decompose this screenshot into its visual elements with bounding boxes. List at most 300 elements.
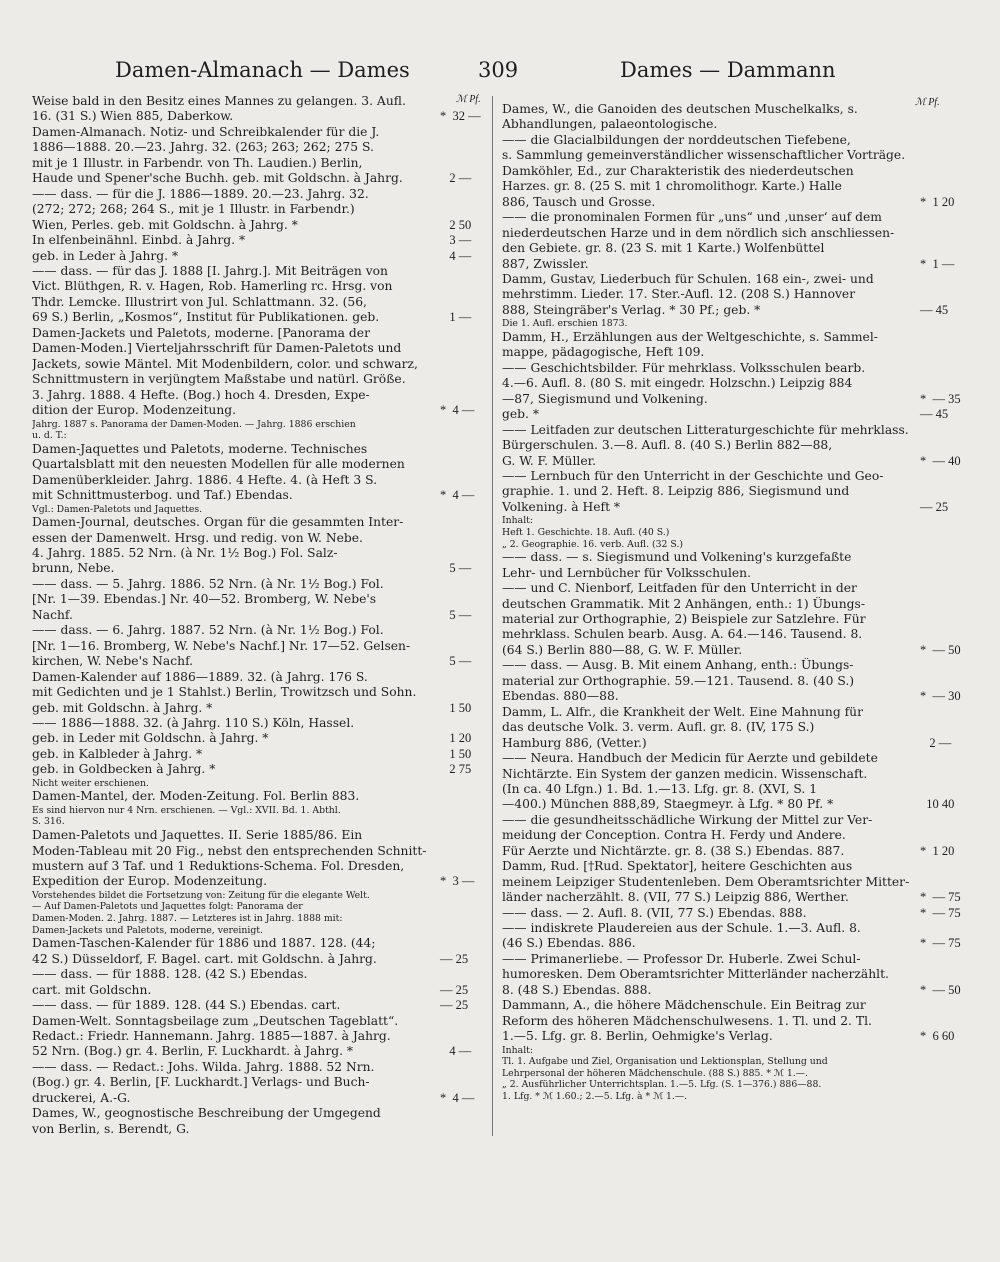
entry-text: niederdeutschen Harze und in dem nördlich sich anschliessen- [502, 225, 895, 240]
entry-text: cart. mit Goldschn. [32, 982, 152, 997]
entry-text: mit Schnittmusterbog. und Taf.) Ebendas. [32, 488, 293, 503]
entry-text: Damen-Jackets und Paletots, moderne. [Panorama der [32, 325, 370, 340]
right-running-head: Dames — Dammann [620, 58, 836, 82]
entry-price: * — 50 [920, 982, 961, 997]
entry-line [32, 789, 488, 804]
entry-text: 3. Jahrg. 1888. 4 Hefte. (Bog.) hoch 4. Dresden, Expe- [32, 387, 370, 402]
entry-text: mustern auf 3 Taf. und 1 Reduktions-Schema. Fol. Dresden, [32, 858, 405, 873]
entry-price: — 45 [920, 407, 949, 422]
entry-text: G. W. F. Müller. [502, 453, 597, 468]
entry-text: deutschen Grammatik. Mit 2 Anhängen, enth.: 1) Übungs- [502, 596, 865, 611]
entry-text: Wien, Perles. geb. mit Goldschn. à Jahrg. * [32, 217, 298, 232]
entry-text: material zur Orthographie, 2) Beispiele zur Satzlehre. Für [502, 611, 866, 626]
entry-line [32, 140, 488, 155]
entry-text: Damen-Jaquettes und Paletots, moderne. Technisches [32, 441, 368, 456]
entry-text: Damen-Mantel, der. Moden-Zeitung. Fol. Berlin 883. [32, 789, 360, 804]
entry-text: [Nr. 1—16. Bromberg, W. Nebe's Nachf.] Nr. 17—52. Gelsen- [32, 638, 411, 653]
entry-text: druckerei, A.-G. [32, 1090, 131, 1105]
entry-note: u. d. T.: [32, 430, 67, 442]
entry-text: 1886—1888. 20.—23. Jahrg. 32. (263; 263; 262; 275 S. [32, 140, 374, 155]
entry-text: —87, Siegismund und Volkening. [502, 391, 708, 406]
entry-line [502, 438, 968, 453]
entry-text: Bürgerschulen. 3.—8. Aufl. 8. (40 S.) Berlin 882—88, [502, 438, 833, 453]
entry-line [32, 473, 488, 488]
entry-note: Heft 1. Geschichte. 18. Aufl. (40 S.) [502, 526, 670, 538]
entry-line [502, 658, 968, 673]
entry-note: Vgl.: Damen-Paletots und Jaquettes. [32, 503, 203, 515]
entry-text: geb. in Leder mit Goldschn. à Jahrg. * [32, 731, 269, 746]
entry-text: kirchen, W. Nebe's Nachf. [32, 654, 194, 669]
right-currency-heading: ℳ Pf. [915, 97, 940, 108]
entry-price: * — 75 [920, 905, 961, 920]
entry-line [32, 171, 488, 186]
column-divider [492, 96, 493, 1136]
entry-line [32, 249, 488, 264]
entry-line [32, 685, 488, 700]
entry-price: * — 50 [920, 642, 961, 657]
entry-line [32, 828, 488, 843]
entry-text: Thdr. Lemcke. Illustrirt von Jul. Schlattmann. 32. (56, [32, 294, 367, 309]
entry-text: geb. in Goldbecken à Jahrg. * [32, 762, 216, 777]
entry-line [502, 423, 968, 438]
entry-note: 1. Lfg. * ℳ 1.60.; 2.—5. Lfg. à * ℳ 1.—. [502, 1091, 688, 1103]
entry-text: Damköhler, Ed., zur Charakteristik des niederdeutschen [502, 163, 854, 178]
entry-line [502, 674, 968, 689]
entry-line [32, 639, 488, 654]
entry-text: Damen-Journal, deutsches. Organ für die gesammten Inter- [32, 515, 404, 530]
page-number: 309 [478, 58, 519, 82]
entry-text: —— dass. — Redact.: Johs. Wilda. Jahrg. 1888. 52 Nrn. [32, 1059, 375, 1074]
entry-price: — 45 [920, 302, 949, 317]
entry-line [502, 287, 968, 302]
entry-text: Damen-Moden.] Vierteljahrsschrift für Damen-Paletots und [32, 341, 402, 356]
entry-line [32, 623, 488, 638]
entry-line [32, 202, 488, 217]
entry-line [502, 117, 968, 132]
entry-price: 3 — [440, 233, 472, 248]
entry-line [502, 875, 968, 890]
entry-line [32, 515, 488, 530]
entry-line [502, 1014, 968, 1029]
entry-text: Expedition der Europ. Modenzeitung. [32, 874, 268, 889]
entry-text: meidung der Conception. Contra H. Ferdy und Andere. [502, 828, 846, 843]
entry-line [32, 546, 488, 561]
entry-text: [Nr. 1—39. Ebendas.] Nr. 40—52. Bromberg, W. Nebe's [32, 592, 377, 607]
entry-text: Damm, Gustav, Liederbuch für Schulen. 168 ein-, zwei- und [502, 271, 874, 286]
entry-text: Damm, H., Erzählungen aus der Weltgeschichte, s. Sammel- [502, 329, 878, 344]
entry-text: —— 1886—1888. 32. (à Jahrg. 110 S.) Köln, Hassel. [32, 716, 355, 730]
entry-text: Für Aerzte und Nichtärzte. gr. 8. (38 S.) Ebendas. 887. [502, 843, 845, 858]
entry-text: Volkening. à Heft * [502, 499, 621, 514]
entry-text: 4. Jahrg. 1885. 52 Nrn. (à Nr. 1½ Bog.) Fol. Salz- [32, 546, 338, 561]
entry-line [502, 627, 968, 642]
entry-text: (Bog.) gr. 4. Berlin, [F. Luckhardt.] Verlags- und Buch- [32, 1075, 370, 1090]
entry-line [502, 361, 968, 376]
entry-note: Lehrpersonal der höheren Mädchenschule. (88 S.) 885. * ℳ 1.—. [502, 1067, 808, 1079]
left-currency-heading: ℳ Pf. [456, 94, 481, 105]
entry-price: 5 — [440, 561, 472, 576]
entry-text: Abhandlungen, palaeontologische. [502, 117, 718, 132]
entry-line [502, 782, 968, 797]
entry-price: * — 75 [920, 936, 961, 951]
entry-price: * 4 — [440, 488, 475, 503]
entry-price: * 4 — [440, 1090, 475, 1105]
entry-line [502, 102, 968, 117]
entry-price: 4 — [440, 248, 472, 263]
entry-line [32, 762, 488, 777]
left-column [32, 94, 488, 1137]
entry-line [502, 967, 968, 982]
entry-text: (46 S.) Ebendas. 886. [502, 936, 636, 951]
entry-text: meinem Leipziger Studentenleben. Dem Oberamtsrichter Mitter- [502, 874, 910, 889]
entry-line [32, 747, 488, 762]
entry-price: 1 — [440, 310, 472, 325]
entry-line [32, 1044, 488, 1059]
entry-line [32, 156, 488, 171]
entry-line [32, 388, 488, 403]
entry-text: Dames, W., die Ganoiden des deutschen Muschelkalks, s. [502, 102, 858, 116]
entry-text: —— und C. Nienborf, Leitfaden für den Unterricht in der [502, 581, 857, 596]
entry-line [502, 767, 968, 782]
entry-line [502, 643, 968, 658]
entry-line [502, 936, 968, 951]
entry-text: humoresken. Dem Oberamtsrichter Mitterländer nacherzählt. [502, 967, 889, 982]
entry-text: Quartalsblatt mit den neuesten Modellen für alle modernen [32, 457, 405, 472]
entry-text: essen der Damenwelt. Hrsg. und redig. von W. Nebe. [32, 530, 363, 545]
entry-note: „ 2. Geographie. 16. verb. Aufl. (32 S.) [502, 538, 684, 550]
entry-note: Vorstehendes bildet die Fortsetzung von: Zeitung für die elegante Welt. [32, 889, 370, 901]
entry-price: — 25 [440, 998, 469, 1013]
entry-text: mit je 1 Illustr. in Farbendr. von Th. Laudien.) Berlin, [32, 155, 363, 170]
entry-line [32, 326, 488, 341]
entry-text: Damen-Almanach. Notiz- und Schreibkalender für die J. [32, 124, 380, 139]
entry-line [32, 1106, 488, 1121]
entry-line [32, 844, 488, 859]
entry-text: geb. * [502, 407, 539, 422]
entry-text: —— indiskrete Plaudereien aus der Schule. 1.—3. Aufl. 8. [502, 921, 861, 936]
entry-text: Damen-Kalender auf 1886—1889. 32. (à Jahrg. 176 S. [32, 669, 368, 684]
entry-price: * — 75 [920, 890, 961, 905]
entry-line [502, 797, 968, 812]
entry-text: den Gebiete. gr. 8. (23 S. mit 1 Karte.) Wolfenbüttel [502, 241, 825, 256]
entry-text: Moden-Tableau mit 20 Fig., nebst den entsprechenden Schnitt- [32, 843, 427, 858]
entry-line [502, 376, 968, 391]
entry-line [502, 303, 968, 318]
entry-line [502, 550, 968, 565]
entry-text: —— die gesundheitsschädliche Wirkung der Mittel zur Ver- [502, 812, 873, 827]
entry-line [502, 952, 968, 967]
entry-line [502, 500, 968, 515]
entry-price: * — 35 [920, 391, 961, 406]
entry-text: 4.—6. Aufl. 8. (80 S. mit eingedr. Holzschn.) Leipzig 884 [502, 376, 853, 391]
entry-text: Reform des höheren Mädchenschulwesens. 1. Tl. und 2. Tl. [502, 1013, 872, 1028]
entry-line [502, 581, 968, 596]
entry-price: 2 50 [440, 217, 472, 232]
entry-line [502, 1029, 968, 1044]
entry-text: dition der Europ. Modenzeitung. [32, 403, 237, 418]
entry-line [502, 921, 968, 936]
entry-text: brunn, Nebe. [32, 561, 115, 576]
entry-line [32, 295, 488, 310]
entry-line [32, 670, 488, 685]
entry-text: —— dass. — für 1889. 128. (44 S.) Ebendas. cart. [32, 998, 341, 1013]
entry-text: —— dass. — 6. Jahrg. 1887. 52 Nrn. (à Nr. 1½ Bog.) Fol. [32, 623, 384, 638]
entry-line [32, 357, 488, 372]
entry-text: 42 S.) Düsseldorf, F. Bagel. cart. mit Goldschn. à Jahrg. [32, 951, 377, 966]
entry-text: das deutsche Volk. 3. verm. Aufl. gr. 8. (IV, 175 S.) [502, 720, 815, 735]
entry-price: — 25 [920, 499, 949, 514]
entry-line [502, 272, 968, 287]
entry-price: 10 40 [920, 797, 955, 812]
entry-text: 888, Steingräber's Verlag. * 30 Pf.; geb. * [502, 302, 761, 317]
entry-line [502, 257, 968, 272]
entry-text: —— Geschichtsbilder. Für mehrklass. Volksschulen bearb. [502, 360, 866, 375]
entry-line [502, 345, 968, 360]
entry-text: länder nacherzählt. 8. (VII, 77 S.) Leipzig 886, Werther. [502, 890, 849, 905]
entry-price: 2 75 [440, 762, 472, 777]
entry-note: „ 2. Ausführlicher Unterrichtsplan. 1.—5. Lfg. (S. 1—376.) 886—88. [502, 1079, 822, 1091]
entry-line [502, 983, 968, 998]
entry-line [32, 1122, 488, 1137]
entry-text: —— dass. — für das J. 1888 [I. Jahrg.]. Mit Beiträgen von [32, 263, 388, 278]
entry-text: von Berlin, s. Berendt, G. [32, 1121, 190, 1136]
entry-text: —— Lernbuch für den Unterricht in der Geschichte und Geo- [502, 469, 884, 484]
right-column [502, 102, 968, 1103]
entry-line [32, 998, 488, 1013]
entry-text: (64 S.) Berlin 880—88, G. W. F. Müller. [502, 642, 743, 657]
entry-text: —— dass. — 5. Jahrg. 1886. 52 Nrn. (à Nr. 1½ Bog.) Fol. [32, 576, 384, 591]
entry-line [502, 998, 968, 1013]
entry-price: — 25 [440, 951, 469, 966]
entry-line [32, 1014, 488, 1029]
entry-line [502, 890, 968, 905]
entry-line [32, 967, 488, 982]
entry-price: * 3 — [440, 874, 475, 889]
left-running-head: Damen-Almanach — Dames [115, 58, 410, 82]
entry-line [502, 612, 968, 627]
entry-text: Harzes. gr. 8. (25 S. mit 1 chromolithogr. Karte.) Halle [502, 179, 842, 194]
entry-line [502, 164, 968, 179]
entry-text: Damm, L. Alfr., die Krankheit der Welt. Eine Mahnung für [502, 704, 863, 719]
entry-text: 886, Tausch und Grosse. [502, 194, 656, 209]
entry-line [502, 813, 968, 828]
entry-line [32, 1091, 488, 1106]
entry-text: s. Sammlung gemeinverständlicher wissenschaftlicher Vorträge. [502, 148, 906, 163]
entry-line [502, 454, 968, 469]
entry-line [502, 133, 968, 148]
entry-line [502, 392, 968, 407]
entry-price: 1 50 [440, 746, 472, 761]
entry-price: * — 40 [920, 453, 961, 468]
entry-text: (In ca. 40 Lfgn.) 1. Bd. 1.—13. Lfg. gr. 8. (XVI, S. 1 [502, 781, 818, 796]
entry-line [32, 442, 488, 457]
entry-line [32, 125, 488, 140]
entry-text: Haude und Spener'sche Buchh. geb. mit Goldschn. à Jahrg. [32, 171, 403, 186]
entry-line [502, 689, 968, 704]
entry-price: — 25 [440, 982, 469, 997]
entry-text: mehrstimm. Lieder. 17. Ster.-Aufl. 12. (208 S.) Hannover [502, 287, 856, 302]
entry-text: 52 Nrn. (Bog.) gr. 4. Berlin, F. Luckhardt. à Jahrg. * [32, 1044, 354, 1059]
entry-line [32, 859, 488, 874]
entry-line [502, 407, 968, 422]
entry-price: * — 30 [920, 689, 961, 704]
entry-price: 4 — [440, 1044, 472, 1059]
entry-line [502, 484, 968, 499]
entry-line [32, 457, 488, 472]
entry-line [32, 1075, 488, 1090]
entry-text: Weise bald in den Besitz eines Mannes zu gelangen. 3. Aufl. [32, 94, 406, 108]
entry-line [32, 1029, 488, 1044]
entry-text: —— Leitfaden zur deutschen Litteraturgeschichte für mehrklass. [502, 422, 909, 437]
entry-text: —— dass. — Ausg. B. Mit einem Anhang, enth.: Übungs- [502, 658, 854, 673]
entry-line [32, 310, 488, 325]
entry-line [32, 109, 488, 124]
entry-text: Hamburg 886, (Vetter.) [502, 735, 647, 750]
entry-text: 16. (31 S.) Wien 885, Daberkow. [32, 109, 234, 124]
entry-text: —— Primanerliebe. — Professor Dr. Huberle. Zwei Schul- [502, 951, 861, 966]
entry-line [32, 874, 488, 889]
entry-text: —— die Glacialbildungen der norddeutschen Tiefebene, [502, 132, 851, 147]
entry-price: 5 — [440, 607, 472, 622]
entry-note: — Auf Damen-Paletots und Jaquettes folgt: Panorama der [32, 901, 303, 913]
entry-line [32, 187, 488, 202]
entry-line [32, 264, 488, 279]
entry-text: Vict. Blüthgen, R. v. Hagen, Rob. Hamerling rc. Hrsg. von [32, 279, 393, 294]
entry-line [502, 469, 968, 484]
entry-text: —— die pronominalen Formen für „uns“ und ‚unser‘ auf dem [502, 210, 882, 225]
entry-text: mappe, pädagogische, Heft 109. [502, 345, 705, 360]
entry-line [502, 751, 968, 766]
entry-text: In elfenbeinähnl. Einbd. à Jahrg. * [32, 233, 246, 248]
entry-line [32, 952, 488, 967]
entry-line [32, 561, 488, 576]
entry-note: Nicht weiter erschienen. [32, 777, 149, 789]
entry-line [502, 906, 968, 921]
entry-note: Es sind hiervon nur 4 Nrn. erschienen. — Vgl.: XVII. Bd. 1. Abthl. [32, 804, 341, 816]
entry-text: geb. in Kalbleder à Jahrg. * [32, 746, 203, 761]
entry-note: Die 1. Aufl. erschien 1873. [502, 318, 628, 330]
entry-line [502, 226, 968, 241]
entry-text: —400.) München 888,89, Staegmeyr. à Lfg. * 80 Pf. * [502, 797, 834, 812]
entry-price: 1 50 [440, 700, 472, 715]
entry-price: 2 — [920, 735, 952, 750]
entry-text: Schnittmustern in verjüngtem Maßstabe und natürl. Größe. [32, 372, 406, 387]
entry-line [32, 488, 488, 503]
entry-line [32, 218, 488, 233]
entry-note: Damen-Jackets und Paletots, moderne, vereinigt. [32, 924, 263, 936]
entry-line [32, 341, 488, 356]
entry-line [32, 608, 488, 623]
entry-text: mehrklass. Schulen bearb. Ausg. A. 64.—146. Tausend. 8. [502, 627, 863, 642]
entry-price: * 1 — [920, 256, 955, 271]
entry-note: S. 316. [32, 816, 65, 828]
entry-price: * 32 — [440, 109, 481, 124]
entry-line [32, 1060, 488, 1075]
entry-price: * 1 20 [920, 843, 955, 858]
entry-text: graphie. 1. und 2. Heft. 8. Leipzig 886, Siegismund und [502, 484, 850, 499]
entry-line [32, 279, 488, 294]
entry-note: Inhalt: [502, 515, 534, 527]
entry-price: * 1 20 [920, 194, 955, 209]
entry-note: Inhalt: [502, 1044, 534, 1056]
entry-line [32, 372, 488, 387]
entry-line [32, 592, 488, 607]
entry-line [32, 731, 488, 746]
entry-price: * 6 60 [920, 1029, 955, 1044]
entry-text: 69 S.) Berlin, „Kosmos“, Institut für Publikationen. geb. [32, 310, 380, 325]
entry-text: —— dass. — für die J. 1886—1889. 20.—23. Jahrg. 32. [32, 186, 369, 201]
entry-text: —— Neura. Handbuch der Medicin für Aerzte und gebildete [502, 751, 878, 766]
entry-line [502, 179, 968, 194]
entry-text: 887, Zwissler. [502, 256, 589, 271]
entry-line [32, 654, 488, 669]
entry-line [502, 195, 968, 210]
entry-line [32, 983, 488, 998]
entry-text: geb. mit Goldschn. à Jahrg. * [32, 700, 213, 715]
entry-note: Tl. 1. Aufgabe und Ziel, Organisation und Lektionsplan, Stellung und [502, 1056, 828, 1068]
entry-text: Damen-Taschen-Kalender für 1886 und 1887. 128. (44; [32, 936, 376, 951]
entry-line [502, 720, 968, 735]
entry-line [502, 736, 968, 751]
entry-text: (272; 272; 268; 264 S., mit je 1 Illustr. in Farbendr.) [32, 202, 355, 217]
entry-text: Ebendas. 880—88. [502, 689, 619, 704]
entry-line [502, 828, 968, 843]
entry-text: Nichtärzte. Ein System der ganzen medicin. Wissenschaft. [502, 766, 868, 781]
entry-price: 5 — [440, 654, 472, 669]
entry-line [502, 859, 968, 874]
entry-text: —— dass. — s. Siegismund und Volkening's kurzgefaßte [502, 550, 852, 565]
entry-text: material zur Orthographie. 59.—121. Tausend. 8. (40 S.) [502, 673, 855, 688]
entry-line [32, 577, 488, 592]
entry-price: 2 — [440, 171, 472, 186]
entry-line [502, 241, 968, 256]
entry-text: 1.—5. Lfg. gr. 8. Berlin, Oehmigke's Verlag. [502, 1029, 773, 1044]
entry-line [502, 330, 968, 345]
entry-line [32, 403, 488, 418]
entry-note: Jahrg. 1887 s. Panorama der Damen-Moden. — Jahrg. 1886 erschien [32, 418, 356, 430]
entry-text: Nachf. [32, 607, 73, 622]
entry-text: Damm, Rud. [†Rud. Spektator], heitere Geschichten aus [502, 859, 853, 874]
entry-line [32, 701, 488, 716]
entry-text: Damen-Welt. Sonntagsbeilage zum „Deutschen Tageblatt“. [32, 1013, 399, 1028]
entry-text: geb. in Leder à Jahrg. * [32, 248, 179, 263]
entry-line [502, 148, 968, 163]
entry-line [502, 844, 968, 859]
entry-line [502, 597, 968, 612]
entry-text: Redact.: Friedr. Hannemann. Jahrg. 1885—1887. à Jahrg. [32, 1028, 391, 1043]
entry-text: mit Gedichten und je 1 Stahlst.) Berlin, Trowitzsch und Sohn. [32, 685, 417, 700]
entry-text: Dammann, A., die höhere Mädchenschule. Ein Beitrag zur [502, 998, 866, 1013]
entry-text: —— dass. — 2. Aufl. 8. (VII, 77 S.) Ebendas. 888. [502, 905, 807, 920]
entry-line [502, 705, 968, 720]
entry-text: Jackets, sowie Mäntel. Mit Modenbildern, color. und schwarz, [32, 356, 418, 371]
entry-price: 1 20 [440, 731, 472, 746]
entry-line [32, 936, 488, 951]
entry-text: Damenüberkleider. Jahrg. 1886. 4 Hefte. 4. (à Heft 3 S. [32, 472, 377, 487]
entry-line [32, 233, 488, 248]
entry-line [502, 566, 968, 581]
entry-text: Lehr- und Lernbücher für Volksschulen. [502, 565, 752, 580]
entry-text: —— dass. — für 1888. 128. (42 S.) Ebendas. [32, 967, 308, 982]
entry-text: 8. (48 S.) Ebendas. 888. [502, 982, 652, 997]
entry-note: Damen-Moden. 2. Jahrg. 1887. — Letzteres ist in Jahrg. 1888 mit: [32, 913, 343, 925]
entry-price: * 4 — [440, 403, 475, 418]
entry-line [32, 94, 488, 109]
entry-text: Damen-Paletots und Jaquettes. II. Serie 1885/86. Ein [32, 828, 363, 843]
entry-line [32, 716, 488, 731]
entry-line [32, 531, 488, 546]
entry-text: Dames, W., geognostische Beschreibung der Umgegend [32, 1106, 381, 1121]
